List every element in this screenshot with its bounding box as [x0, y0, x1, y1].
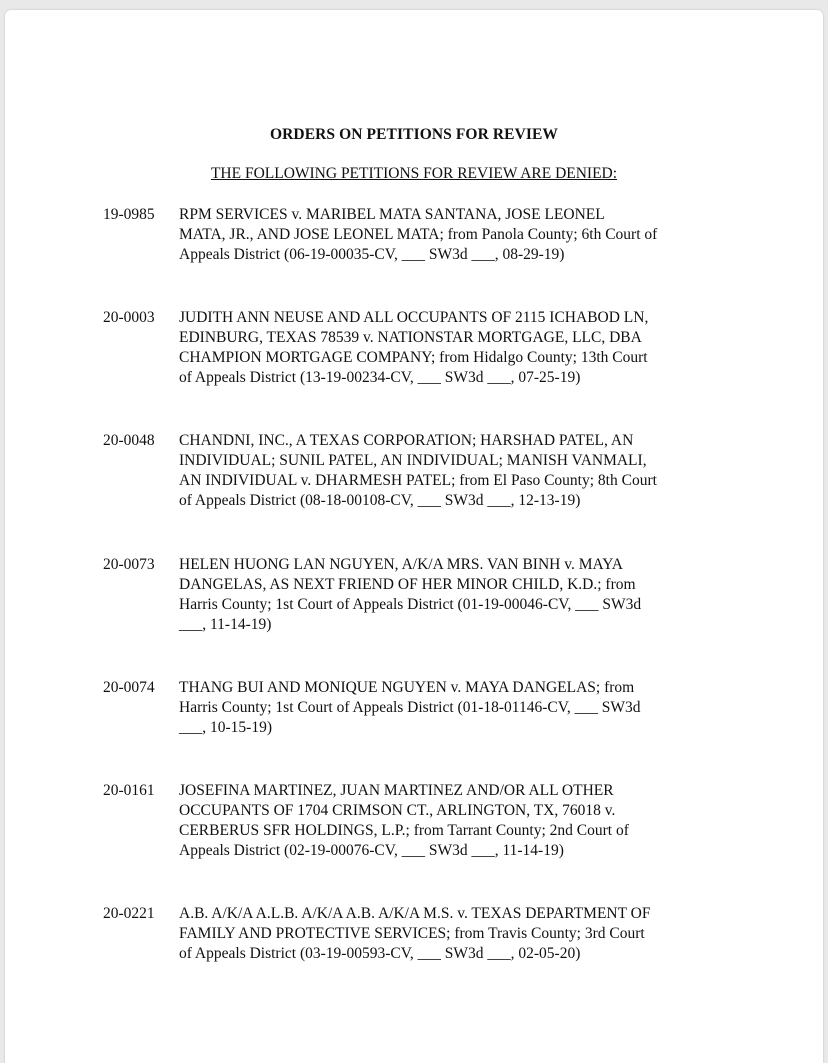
- case-description: RPM SERVICES v. MARIBEL MATA SANTANA, JOSE LEONEL MATA, JR., AND JOSE LEONEL MATA; from Panola County; 6th Court of Appeals District (06-19-00035-CV, ___ SW3d ___, 08-29-19): [179, 206, 658, 263]
- page-title: ORDERS ON PETITIONS FOR REVIEW: [269, 126, 559, 143]
- case-description: JOSEFINA MARTINEZ, JUAN MARTINEZ AND/OR ALL OTHER OCCUPANTS OF 1704 CRIMSON CT., ARLINGTON, TX, 76018 v. CERBERUS SFR HOLDINGS, L.P.; from Tarrant County; 2nd Court of Appeals District (02-19-00076-CV, ___ SW3d ___, 11-14-19): [179, 782, 629, 859]
- case-number: 20-0221: [103, 905, 155, 922]
- case-description: HELEN HUONG LAN NGUYEN, A/K/A MRS. VAN BINH v. MAYA DANGELAS, AS NEXT FRIEND OF HER MINOR CHILD, K.D.; from Harris County; 1st Court of Appeals District (01-19-00046-CV, ___ SW3d ___, 11-14-19): [179, 556, 642, 633]
- document-page: [5, 10, 823, 1063]
- section-heading: THE FOLLOWING PETITIONS FOR REVIEW ARE DENIED:: [210, 165, 618, 182]
- case-number: 20-0074: [103, 679, 155, 696]
- case-description: A.B. A/K/A A.L.B. A/K/A A.B. A/K/A M.S. v. TEXAS DEPARTMENT OF FAMILY AND PROTECTIVE SERVICES; from Travis County; 3rd Court of Appeals District (03-19-00593-CV, ___ SW3d ___, 02-05-20): [179, 905, 651, 962]
- case-description: JUDITH ANN NEUSE AND ALL OCCUPANTS OF 2115 ICHABOD LN, EDINBURG, TEXAS 78539 v. NATIONSTAR MORTGAGE, LLC, DBA CHAMPION MORTGAGE COMPANY; from Hidalgo County; 13th Court of Appeals District (13-19-00234-CV, ___ SW3d ___, 07-25-19): [179, 309, 649, 386]
- case-number: 20-0003: [103, 309, 155, 326]
- case-number: 20-0048: [103, 432, 155, 449]
- case-number: 19-0985: [103, 206, 155, 223]
- case-number: 20-0073: [103, 556, 155, 573]
- case-description: THANG BUI AND MONIQUE NGUYEN v. MAYA DANGELAS; from Harris County; 1st Court of Appeals District (01-18-01146-CV, ___ SW3d ___, 10-15-19): [179, 679, 641, 736]
- case-number: 20-0161: [103, 782, 155, 799]
- case-description: CHANDNI, INC., A TEXAS CORPORATION; HARSHAD PATEL, AN INDIVIDUAL; SUNIL PATEL, AN INDIVIDUAL; MANISH VANMALI, AN INDIVIDUAL v. DHARMESH PATEL; from El Paso County; 8th Court of Appeals District (08-18-00108-CV, ___ SW3d ___, 12-13-19): [179, 432, 657, 509]
